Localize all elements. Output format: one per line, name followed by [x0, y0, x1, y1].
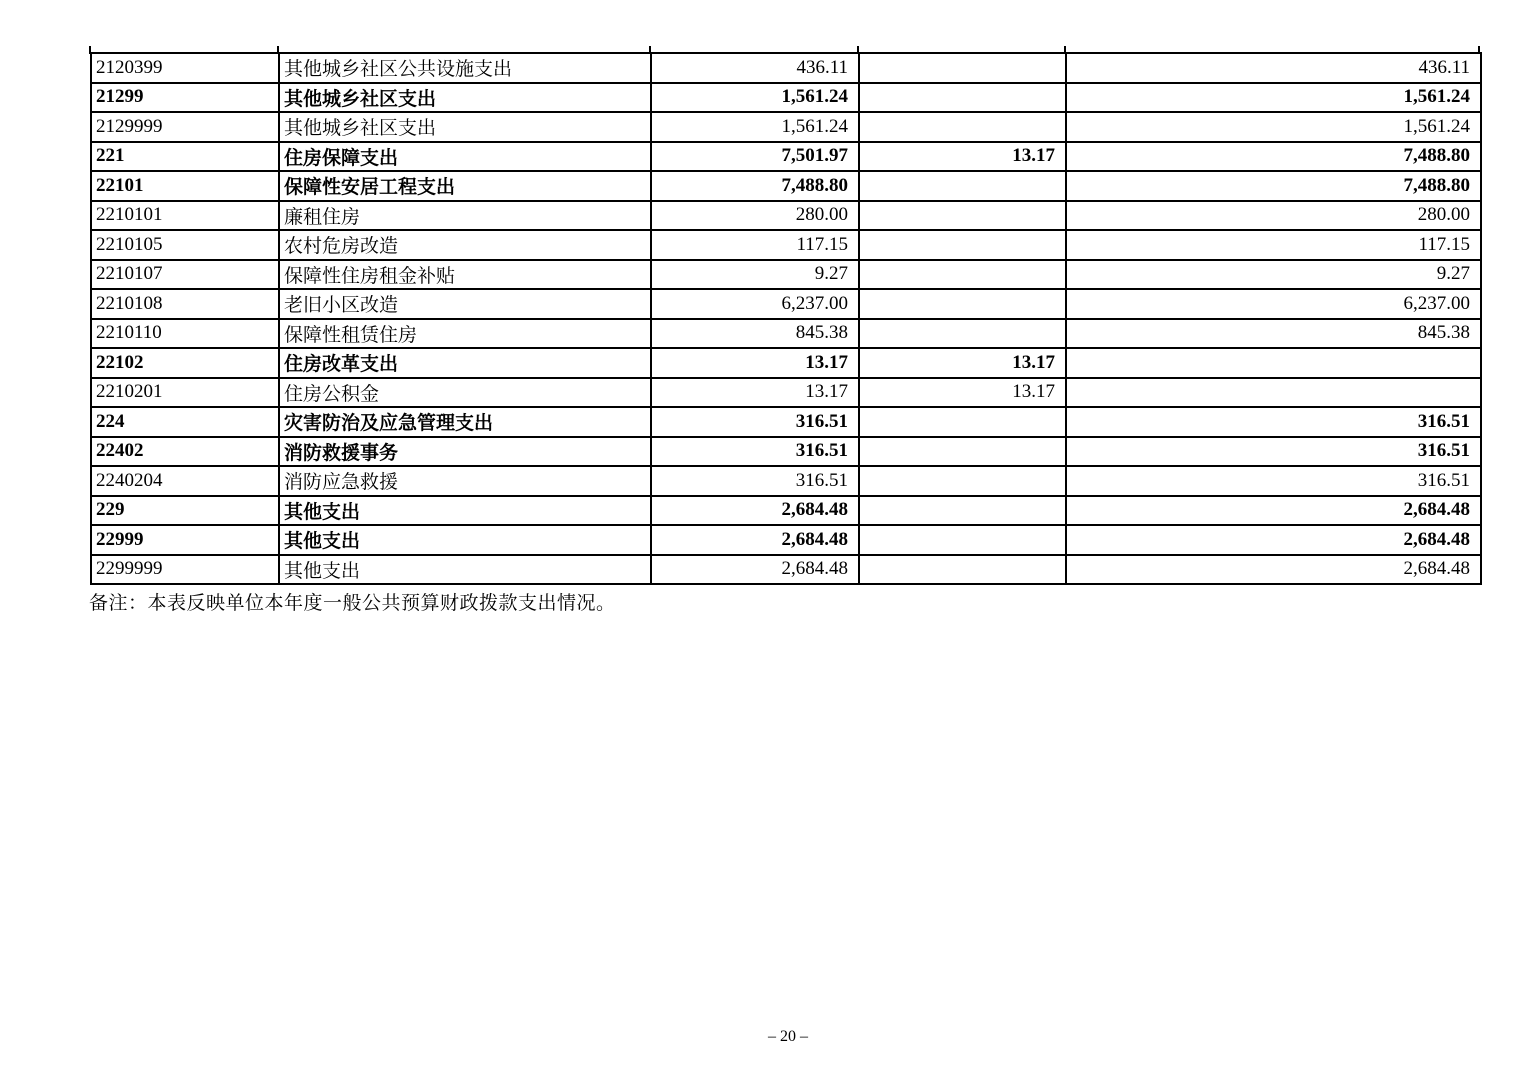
table-row	[91, 407, 1481, 437]
row-amount-1: 2,684.48	[651, 525, 859, 555]
row-name: 廉租住房	[279, 201, 651, 231]
row-name: 其他支出	[279, 496, 651, 526]
table-row	[91, 466, 1481, 496]
row-code: 22999	[91, 525, 279, 555]
row-code: 2129999	[91, 112, 279, 142]
page-number: – 20 –	[768, 1028, 808, 1045]
row-amount-1: 6,237.00	[651, 289, 859, 319]
table-row	[91, 230, 1481, 260]
row-code: 2299999	[91, 555, 279, 585]
row-amount-1: 2,684.48	[651, 555, 859, 585]
row-name: 其他支出	[279, 525, 651, 555]
row-name: 消防应急救援	[279, 466, 651, 496]
row-name: 住房公积金	[279, 378, 651, 408]
table-row	[91, 378, 1481, 408]
row-amount-1: 7,488.80	[651, 171, 859, 201]
row-name: 保障性安居工程支出	[279, 171, 651, 201]
row-code: 22102	[91, 348, 279, 378]
row-amount-2	[859, 437, 1066, 467]
row-amount-3: 2,684.48	[1066, 555, 1481, 585]
row-amount-1: 1,561.24	[651, 83, 859, 113]
table-row	[91, 348, 1481, 378]
table-row	[91, 53, 1481, 83]
row-code: 2210201	[91, 378, 279, 408]
row-amount-2	[859, 112, 1066, 142]
row-code: 2120399	[91, 53, 279, 83]
row-code: 221	[91, 142, 279, 172]
table-row	[91, 201, 1481, 231]
row-name: 消防救援事务	[279, 437, 651, 467]
row-amount-3: 436.11	[1066, 53, 1481, 83]
row-code: 22101	[91, 171, 279, 201]
row-name: 灾害防治及应急管理支出	[279, 407, 651, 437]
table-row	[91, 260, 1481, 290]
row-amount-1: 7,501.97	[651, 142, 859, 172]
row-name: 保障性租赁住房	[279, 319, 651, 349]
row-amount-2	[859, 319, 1066, 349]
row-amount-1: 845.38	[651, 319, 859, 349]
row-amount-3: 6,237.00	[1066, 289, 1481, 319]
table-row	[91, 437, 1481, 467]
row-code: 224	[91, 407, 279, 437]
row-amount-2	[859, 230, 1066, 260]
row-amount-1: 316.51	[651, 407, 859, 437]
row-code: 229	[91, 496, 279, 526]
row-amount-2	[859, 260, 1066, 290]
row-amount-3: 845.38	[1066, 319, 1481, 349]
row-amount-3: 316.51	[1066, 437, 1481, 467]
table-row	[91, 289, 1481, 319]
row-code: 2210101	[91, 201, 279, 231]
table-footnote: 备注：本表反映单位本年度一般公共预算财政拨款支出情况。	[89, 593, 616, 614]
table-row	[91, 83, 1481, 113]
row-amount-1: 9.27	[651, 260, 859, 290]
row-code: 21299	[91, 83, 279, 113]
table-row	[91, 555, 1481, 585]
row-amount-2	[859, 201, 1066, 231]
row-name: 其他城乡社区支出	[279, 112, 651, 142]
row-amount-1: 1,561.24	[651, 112, 859, 142]
row-name: 保障性住房租金补贴	[279, 260, 651, 290]
table-row	[91, 142, 1481, 172]
row-amount-3: 9.27	[1066, 260, 1481, 290]
row-amount-2	[859, 289, 1066, 319]
row-amount-2: 13.17	[859, 348, 1066, 378]
row-amount-2: 13.17	[859, 142, 1066, 172]
row-amount-2	[859, 555, 1066, 585]
row-amount-2	[859, 466, 1066, 496]
row-name: 老旧小区改造	[279, 289, 651, 319]
row-amount-3	[1066, 378, 1481, 408]
row-name: 其他城乡社区支出	[279, 83, 651, 113]
row-code: 2210107	[91, 260, 279, 290]
row-amount-3: 2,684.48	[1066, 496, 1481, 526]
table-row	[91, 171, 1481, 201]
row-code: 2210108	[91, 289, 279, 319]
row-name: 住房保障支出	[279, 142, 651, 172]
row-amount-3: 7,488.80	[1066, 142, 1481, 172]
row-amount-1: 316.51	[651, 466, 859, 496]
row-amount-3: 316.51	[1066, 466, 1481, 496]
row-amount-3: 2,684.48	[1066, 525, 1481, 555]
table-row	[91, 112, 1481, 142]
row-amount-1: 13.17	[651, 378, 859, 408]
table-row	[91, 496, 1481, 526]
row-amount-1: 13.17	[651, 348, 859, 378]
row-amount-1: 117.15	[651, 230, 859, 260]
row-amount-1: 316.51	[651, 437, 859, 467]
row-amount-1: 2,684.48	[651, 496, 859, 526]
row-amount-2	[859, 496, 1066, 526]
row-code: 2210110	[91, 319, 279, 349]
row-amount-3: 1,561.24	[1066, 112, 1481, 142]
row-amount-1: 280.00	[651, 201, 859, 231]
row-name: 其他支出	[279, 555, 651, 585]
row-amount-2: 13.17	[859, 378, 1066, 408]
budget-expenditure-table	[90, 52, 1482, 585]
row-amount-2	[859, 53, 1066, 83]
row-name: 其他城乡社区公共设施支出	[279, 53, 651, 83]
row-amount-3: 280.00	[1066, 201, 1481, 231]
row-amount-3: 7,488.80	[1066, 171, 1481, 201]
row-amount-3	[1066, 348, 1481, 378]
row-amount-2	[859, 83, 1066, 113]
row-code: 22402	[91, 437, 279, 467]
table-row	[91, 525, 1481, 555]
row-name: 农村危房改造	[279, 230, 651, 260]
row-name: 住房改革支出	[279, 348, 651, 378]
row-amount-3: 1,561.24	[1066, 83, 1481, 113]
row-amount-2	[859, 407, 1066, 437]
row-amount-3: 316.51	[1066, 407, 1481, 437]
row-amount-1: 436.11	[651, 53, 859, 83]
row-amount-2	[859, 525, 1066, 555]
row-amount-3: 117.15	[1066, 230, 1481, 260]
row-code: 2240204	[91, 466, 279, 496]
row-amount-2	[859, 171, 1066, 201]
table-row	[91, 319, 1481, 349]
row-code: 2210105	[91, 230, 279, 260]
